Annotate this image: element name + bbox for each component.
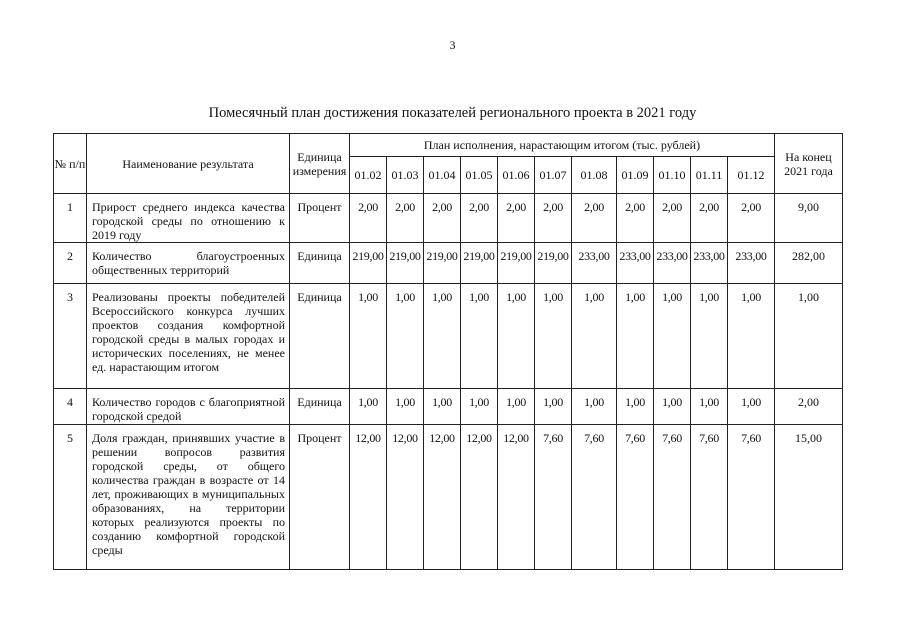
month-value: 2,00: [691, 194, 728, 243]
table-row: [54, 389, 843, 425]
month-value: 233,00: [728, 243, 775, 284]
month-value: 2,00: [424, 194, 461, 243]
month-value: 12,00: [387, 425, 424, 570]
header-month: 01.07: [535, 157, 572, 194]
header-end: На конец 2021 года: [775, 134, 843, 194]
month-value: 1,00: [424, 284, 461, 389]
month-value: 2,00: [535, 194, 572, 243]
result-name: Доля граждан, принявших участие в решении вопросов развития городской среды, от общего количества граждан в возрасте от 14 лет, проживающих в муниципальных образованиях, на территории которых реализуются проекты по созданию комфортной городской среды: [87, 425, 290, 570]
unit-cell: Процент: [290, 425, 350, 570]
month-value: 12,00: [350, 425, 387, 570]
month-value: 2,00: [387, 194, 424, 243]
month-value: 1,00: [350, 284, 387, 389]
month-value: 1,00: [535, 284, 572, 389]
table-row: [54, 194, 843, 243]
month-value: 1,00: [535, 389, 572, 425]
result-name: Прирост среднего индекса качества городской среды по отношению к 2019 году: [87, 194, 290, 243]
month-value: 1,00: [461, 284, 498, 389]
year-end-value: 1,00: [775, 284, 843, 389]
month-value: 233,00: [691, 243, 728, 284]
header-month: 01.04: [424, 157, 461, 194]
table-row: [54, 243, 843, 284]
header-plan: План исполнения, нарастающим итогом (тыс. рублей): [350, 134, 775, 157]
header-month: 01.02: [350, 157, 387, 194]
month-value: 1,00: [572, 389, 617, 425]
month-value: 7,60: [572, 425, 617, 570]
plan-table: [53, 133, 843, 570]
result-name: Количество городов с благоприятной городской средой: [87, 389, 290, 425]
header-month: 01.12: [728, 157, 775, 194]
month-value: 2,00: [572, 194, 617, 243]
month-value: 233,00: [572, 243, 617, 284]
unit-cell: Единица: [290, 389, 350, 425]
month-value: 1,00: [728, 389, 775, 425]
header-month: 01.10: [654, 157, 691, 194]
month-value: 1,00: [654, 389, 691, 425]
result-name: Количество благоустроенных общественных территорий: [87, 243, 290, 284]
month-value: 1,00: [572, 284, 617, 389]
header-month: 01.08: [572, 157, 617, 194]
month-value: 233,00: [617, 243, 654, 284]
month-value: 219,00: [461, 243, 498, 284]
unit-cell: Единица: [290, 243, 350, 284]
header-month: 01.06: [498, 157, 535, 194]
month-value: 219,00: [387, 243, 424, 284]
month-value: 7,60: [617, 425, 654, 570]
header-num: № п/п: [54, 134, 87, 194]
month-value: 219,00: [535, 243, 572, 284]
table-body: [54, 194, 843, 570]
year-end-value: 9,00: [775, 194, 843, 243]
header-month: 01.09: [617, 157, 654, 194]
month-value: 1,00: [498, 284, 535, 389]
month-value: 2,00: [654, 194, 691, 243]
month-value: 7,60: [728, 425, 775, 570]
unit-cell: Единица: [290, 284, 350, 389]
header-unit: Единица измерения: [290, 134, 350, 194]
month-value: 12,00: [461, 425, 498, 570]
year-end-value: 282,00: [775, 243, 843, 284]
row-number: 3: [54, 284, 87, 389]
month-value: 2,00: [728, 194, 775, 243]
month-value: 219,00: [424, 243, 461, 284]
month-value: 219,00: [498, 243, 535, 284]
header-month: 01.05: [461, 157, 498, 194]
month-value: 1,00: [691, 389, 728, 425]
header-month: 01.03: [387, 157, 424, 194]
month-value: 12,00: [498, 425, 535, 570]
month-value: 1,00: [350, 389, 387, 425]
month-value: 1,00: [461, 389, 498, 425]
month-value: 1,00: [387, 284, 424, 389]
month-value: 2,00: [617, 194, 654, 243]
month-value: 7,60: [691, 425, 728, 570]
month-value: 1,00: [424, 389, 461, 425]
document-title: Помесячный план достижения показателей регионального проекта в 2021 году: [208, 105, 697, 121]
month-value: 219,00: [350, 243, 387, 284]
year-end-value: 2,00: [775, 389, 843, 425]
month-value: 233,00: [654, 243, 691, 284]
month-value: 2,00: [350, 194, 387, 243]
month-value: 1,00: [654, 284, 691, 389]
month-value: 1,00: [387, 389, 424, 425]
table-row: [54, 284, 843, 389]
month-value: 7,60: [535, 425, 572, 570]
header-month: 01.11: [691, 157, 728, 194]
header-name: Наименование результата: [87, 134, 290, 194]
unit-cell: Процент: [290, 194, 350, 243]
result-name: Реализованы проекты победителей Всероссийского конкурса лучших проектов создания комфортной городской среды в малых городах и исторических поселениях, не менее ед. нарастающим итогом: [87, 284, 290, 389]
month-value: 1,00: [617, 284, 654, 389]
row-number: 1: [54, 194, 87, 243]
month-value: 7,60: [654, 425, 691, 570]
month-value: 1,00: [617, 389, 654, 425]
month-value: 12,00: [424, 425, 461, 570]
month-value: 1,00: [498, 389, 535, 425]
row-number: 5: [54, 425, 87, 570]
month-value: 1,00: [691, 284, 728, 389]
row-number: 2: [54, 243, 87, 284]
table-row: [54, 425, 843, 570]
month-value: 2,00: [461, 194, 498, 243]
row-number: 4: [54, 389, 87, 425]
page-number: 3: [449, 38, 456, 52]
month-value: 2,00: [498, 194, 535, 243]
year-end-value: 15,00: [775, 425, 843, 570]
month-value: 1,00: [728, 284, 775, 389]
